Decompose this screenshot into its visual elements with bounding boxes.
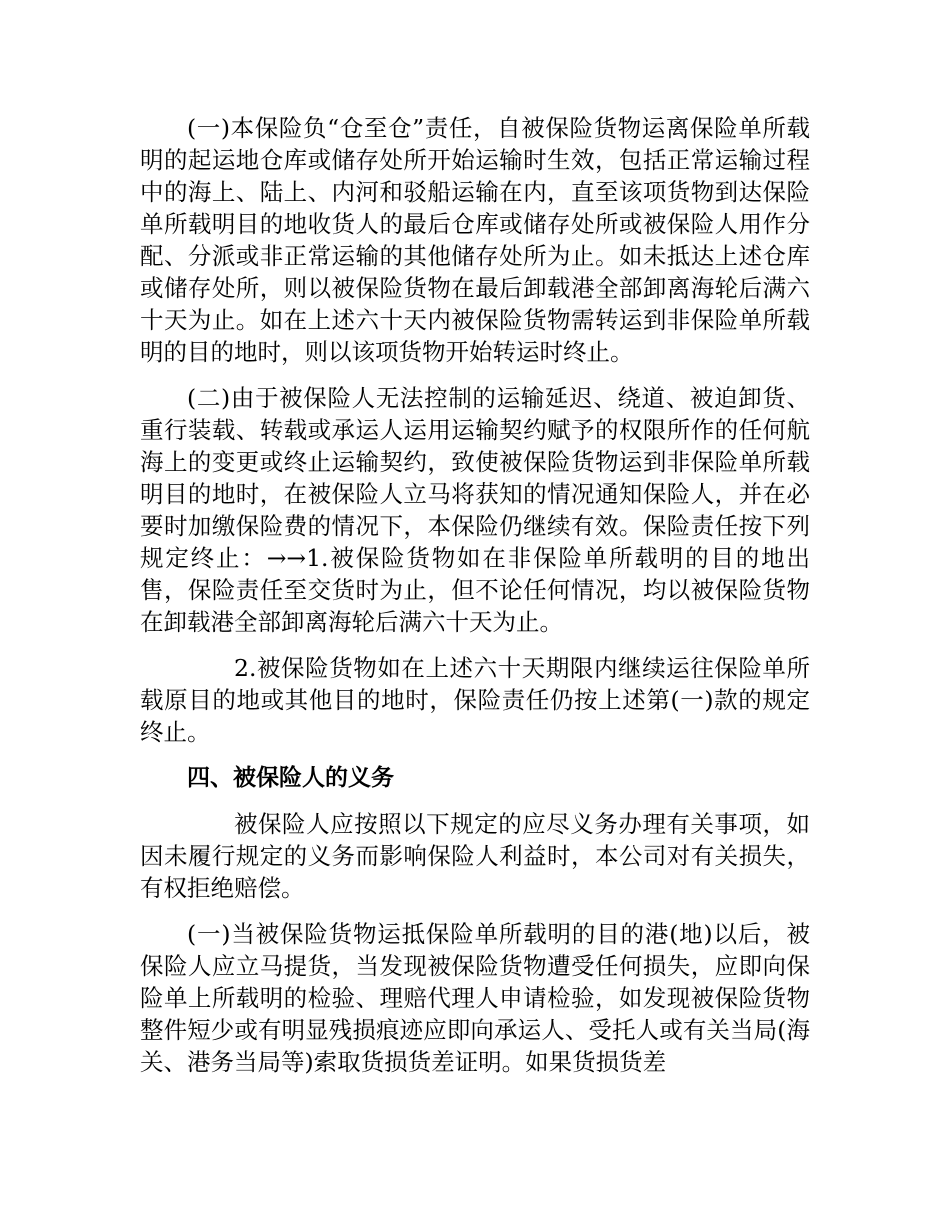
section-heading-obligations: 四、被保险人的义务 <box>187 765 394 791</box>
paragraph-transport-delay: (二)由于被保险人无法控制的运输延迟、绕道、被迫卸货、重行装载、转载或承运人运用运输契约赋予的权限所作的任何航海上的变更或终止运输契约，致使被保险货物运到非保险单所载明目的地时，在被保险人立马将获知的情况通知保险人，并在必要时加缴保险费的情况下，本保险仍继续有效。保险责任按下列规定终止：→→1.被保险货物如在非保险单所载明的目的地出售，保险责任至交货时为止，但不论任何情况，均以被保险货物在卸载港全部卸离海轮后满六十天为止。 <box>140 384 810 636</box>
paragraph-sixty-days: 2.被保险货物如在上述六十天期限内继续运往保险单所载原目的地或其他目的地时，保险责任仍按上述第(一)款的规定终止。 <box>140 654 810 746</box>
paragraph-obligations-intro: 被保险人应按照以下规定的应尽义务办理有关事项，如因未履行规定的义务而影响保险人利益时，本公司对有关损失，有权拒绝赔偿。 <box>140 810 810 902</box>
paragraph-warehouse-to-warehouse: (一)本保险负“仓至仓”责任，自被保险货物运离保险单所载明的起运地仓库或储存处所开始运输时生效，包括正常运输过程中的海上、陆上、内河和驳船运输在内，直至该项货物到达保险单所载明目的地收货人的最后仓库或储存处所或被保险人用作分配、分派或非正常运输的其他储存处所为止。如未抵达上述仓库或储存处所，则以被保险货物在最后卸载港全部卸离海轮后满六十天为止。如在上述六十天内被保险货物需转运到非保险单所载明的目的地时，则以该项货物开始转运时终止。 <box>140 114 810 366</box>
paragraph-delivery-inspection: (一)当被保险货物运抵保险单所载明的目的港(地)以后，被保险人应立马提货，当发现被保险货物遭受任何损失，应即向保险单上所载明的检验、理赔代理人申请检验，如发现被保险货物整件短少或有明显残损痕迹应即向承运人、受托人或有关当局(海关、港务当局等)索取货损货差证明。如果货损货差 <box>140 920 810 1076</box>
